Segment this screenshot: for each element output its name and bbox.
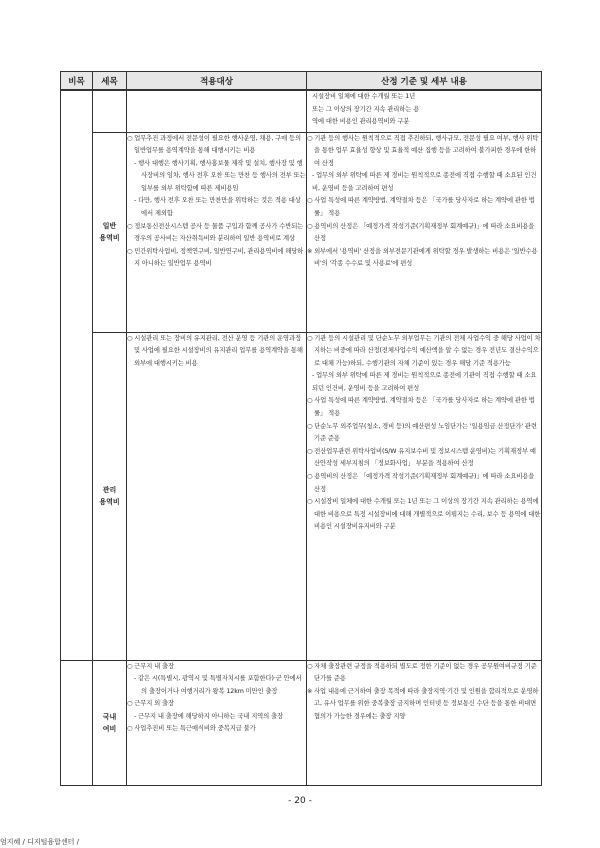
header-semok: 세목 xyxy=(93,72,127,91)
semok-domestic-travel: 국내 여비 xyxy=(93,660,127,785)
general-criteria: ○ 기관 등의 행사는 원칙적으로 직접 추진하되, 행사규모, 전문성 필요 여부, 행사 위탁을 통한 업무 효율성 향상 및 효율적 예산 집행 등을 고려하여 불가피한 경우에 한하여 산정 - 업무의 외부 위탁에 따른 제 경비는 원칙적으로 종전에 직접 수행할 때 소요된 인건비, 운영비 등을 고려하여 편성 ○ 사업 특성에 따른 계약방법, 계약절차 등은 「국가를 당사자로 하는 계약에 관한 법률」 적용 ○ 용역비의 산정은 「예정가격 작성기준(기획재정부 회계예규)」에 따라 소요비용을 산정 ※ 외부에서 '용역비' 산정을 외부전문기관에게 위탁할 경우 발생하는 비용은 '일반수용비'의 '각종 수수료 및 사용료'에 편성 xyxy=(307,132,542,332)
header-target: 적용대상 xyxy=(127,72,307,91)
table-row-continuation xyxy=(61,90,542,132)
table-row-management-service xyxy=(61,332,542,660)
travel-criteria: ○ 자체 출장관련 규정을 적용하되 별도로 정한 기준이 없는 경우 공무원여비규정 기준 단가를 준용 ※ 사업 내용에 근거하여 출장 목적에 따라 출장지역·기간 및 인원을 합리적으로 운영하고, 유사 업무를 위한 중복출장 금지하며 인터넷 등 정보통신 수단 등을 통한 비대면 협의가 가능한 경우에는 출장 지양 xyxy=(307,660,542,785)
continuation-criteria: 시설장비 일체에 대한 수개월 또는 1년 또는 그 이상의 장기간 지속 관리하는 용 역에 대한 비용인 관리용역비와 구분 xyxy=(307,90,542,132)
general-target: ○ 업무추진 과정에서 전문성이 필요한 행사운영, 채용, 구매 등의 일반업무를 용역계약을 통해 대행시키는 비용 - 행사 대행은 행사기획, 행사홍보물 제작 및 설치, 행사장 및 행사장비의 임차, 행사 전후 오찬 또는 만찬 등 행사의 전부 또는 일부를 외부 위탁함에 따른 제비용임 - 다만, 행사 전후 오찬 또는 만찬만을 위탁하는 것은 적용 대상에서 제외함 ○ 정보통신전산시스템 공사 등 물품 구입과 함께 공사가 수반되는 경우의 공사비는 자산취득비와 분리하여 일반 용역비로 계상 ○ 민간위탁사업비, 정책연구비, 일반연구비, 관리용역비에 해당하지 아니하는 일반업무 용역비 xyxy=(127,132,307,332)
table-row-domestic-travel xyxy=(61,660,542,785)
header-bimok: 비목 xyxy=(61,72,93,91)
budget-table xyxy=(60,71,542,786)
author-footer: 엄지혜 / 디지털융합센터 / xyxy=(0,838,80,846)
semok-management-service: 관리 용역비 xyxy=(93,332,127,660)
page-number: - 20 - xyxy=(288,796,312,806)
table-row-general-service xyxy=(61,132,542,332)
travel-target: ○ 근무지 내 출장 - 같은 시(특별시, 광역시 및 특별자치시를 포함한다)·군 안에서의 출장이거나 여행거리가 왕복 12km 미만인 출장 ○ 근무지 외 출장 - 근무지 내 출장에 해당하지 아니하는 국내 지역의 출장 ○ 사업추진비 또는 특근매식비와 중복지급 불가 xyxy=(127,660,307,785)
management-criteria: ○ 기관 등의 시설관리 및 단순노무 외부업무는 기관의 전체 사업수익 중 해당 사업이 차지하는 비중에 따라 산정(전체사업수익 예산액을 알 수 없는 경우 전년도 결산수익으로 대체 가능)하되, 수행기관의 자체 기준이 있는 경우 해당 기준 적용가능 - 업무의 외부 위탁에 따른 제 경비는 원칙적으로 종전에 기관이 직접 수행할 때 소요되던 인건비, 운영비 등을 고려하여 편성 ○ 사업 특성에 따른 계약방법, 계약절차 등은 「국가를 당사자로 하는 계약에 관한 법률」 적용 ○ 단순노무 외주업무(청소, 경비 등)의 예산편성 노임단가는 '일용임금 산정단가' 관련기준 준용 ○ 전산업무관련 위탁사업비(S/W 유지보수비 및 정보시스템 운영비)는 기획재정부 예산안작성 세부지침의 「정보화사업」 부분을 적용하여 산정 ○ 용역비의 산정은 「예정가격 작성기준(기획재정부 회계예규)」에 따라 소요비용을 산정 ○ 시설장비 일체에 대한 수개월 또는 1년 또는 그 이상의 장기간 지속 관리하는 용역에 대한 비용으로 특정 시설장비에 대해 개별적으로 이뤄지는 수리, 보수 등 용역에 대한 비용인 시설장비유지비와 구분 xyxy=(307,332,542,660)
semok-general-service: 일반 용역비 xyxy=(93,132,127,332)
header-criteria: 산정 기준 및 세부 내용 xyxy=(307,72,542,91)
bimok-cell xyxy=(61,90,93,660)
management-target: ○ 시설관리 또는 장비의 유지관리, 전산 운영 등 기관의 운영과정 및 사업에 필요한 시설장비의 유지관리 업무를 용역계약을 통해 외부에 대행시키는 비용 xyxy=(127,332,307,660)
table-header-row xyxy=(61,72,542,91)
